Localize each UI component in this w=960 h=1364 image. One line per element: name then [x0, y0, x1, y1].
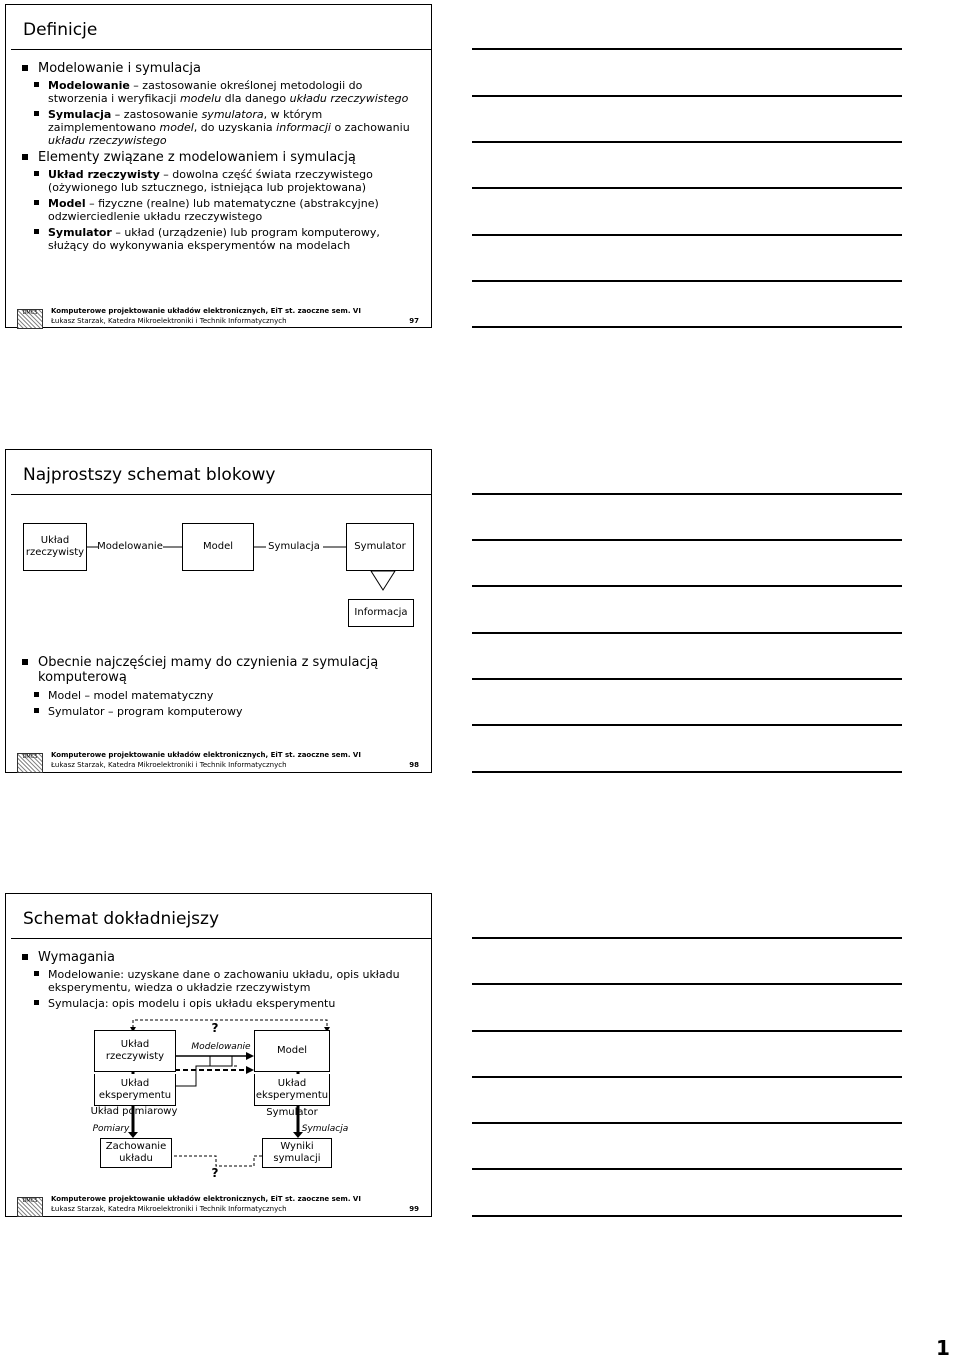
box-symulator: Symulator	[346, 523, 414, 571]
bullet-marker	[34, 82, 39, 87]
label-modelowanie: Modelowanie	[97, 541, 163, 552]
note-line	[472, 632, 902, 634]
box-uklad-eksperymentu-right: Układ eksperymentu	[254, 1074, 330, 1106]
note-line	[472, 678, 902, 680]
label-symulacja: Symulacja	[268, 541, 320, 552]
slide-content	[20, 61, 421, 255]
bullet-marker	[34, 708, 39, 713]
label-pomiary: Pomiary	[92, 1124, 130, 1134]
slide-98	[5, 449, 432, 773]
footer-course: Komputerowe projektowanie układów elektronicznych, EiT st. zaoczne sem. VI	[51, 307, 361, 315]
slide-99	[5, 893, 432, 1217]
note-line	[472, 326, 902, 328]
dmcs-logo: DMCS	[17, 1197, 43, 1217]
note-line	[472, 585, 902, 587]
slide-number: 98	[409, 761, 419, 769]
notes-area-98	[472, 445, 902, 775]
bullet-marker	[34, 692, 39, 697]
dmcs-logo: DMCS	[17, 753, 43, 773]
bullet-marker	[22, 65, 28, 71]
box-uklad-eksperymentu-left: Układ eksperymentu	[94, 1074, 176, 1106]
box-zachowanie-ukladu: Zachowanie układu	[100, 1138, 172, 1168]
note-line	[472, 539, 902, 541]
bullet-wymagania: Wymagania	[20, 950, 421, 965]
label-uklad-pomiarowy: Układ pomiarowy	[90, 1106, 178, 1117]
footer-author: Łukasz Starzak, Katedra Mikroelektroniki i Technik Informatycznych	[51, 1205, 287, 1213]
footer-course: Komputerowe projektowanie układów elektronicznych, EiT st. zaoczne sem. VI	[51, 751, 361, 759]
block-diagram-simple	[6, 450, 433, 650]
bullet-marker	[34, 229, 39, 234]
sub-bullet-modelowanie: Modelowanie – zastosowanie określonej metodologii do stworzenia i weryfikacji modelu dla danego układu rzeczywistego	[20, 79, 421, 105]
note-line	[472, 280, 902, 282]
dmcs-logo: DMCS	[17, 309, 43, 329]
bullet-obecnie: Obecnie najczęściej mamy do czynienia z symulacją komputerową	[20, 655, 421, 685]
notes-area-97	[472, 0, 902, 330]
notes-area-99	[472, 889, 902, 1219]
sub-bullet-symulator: Symulator – układ (urządzenie) lub program komputerowy, służący do wykonywania eksperymentów na modelach	[20, 226, 421, 252]
note-line	[472, 234, 902, 236]
slide-title: Najprostszy schemat blokowy	[23, 465, 276, 485]
box-wyniki-symulacji: Wyniki symulacji	[262, 1138, 332, 1168]
bullet-marker	[34, 200, 39, 205]
note-line	[472, 771, 902, 773]
note-line	[472, 983, 902, 985]
note-line	[472, 493, 902, 495]
label-modelowanie: Modelowanie	[191, 1042, 251, 1052]
note-line	[472, 1122, 902, 1124]
slide-number: 99	[409, 1205, 419, 1213]
slide-title: Schemat dokładniejszy	[23, 909, 220, 929]
note-line	[472, 1168, 902, 1170]
note-line	[472, 937, 902, 939]
note-line	[472, 1076, 902, 1078]
sub-bullet-uklad-rzeczywisty: Układ rzeczywisty – dowolna część świata rzeczywistego (ożywionego lub sztucznego, istniejąca lub projektowana)	[20, 168, 421, 194]
footer-course: Komputerowe projektowanie układów elektronicznych, EiT st. zaoczne sem. VI	[51, 1195, 361, 1203]
sub-bullet-modelowanie: Modelowanie: uzyskane dane o zachowaniu układu, opis układu eksperymentu, wiedza o układzie rzeczywistym	[20, 968, 421, 994]
title-rule	[11, 49, 432, 50]
note-line	[472, 48, 902, 50]
bullet-elementy: Elementy związane z modelowaniem i symulacją	[20, 150, 421, 165]
box-model: Model	[254, 1030, 330, 1072]
page-number: 1	[936, 1336, 950, 1360]
slide-content	[20, 655, 421, 721]
bullet-marker	[22, 659, 28, 665]
bullet-marker	[34, 111, 39, 116]
footer-author: Łukasz Starzak, Katedra Mikroelektroniki i Technik Informatycznych	[51, 761, 287, 769]
sub-bullet-symulacja: Symulacja – zastosowanie symulatora, w którym zaimplementowano model, do uzyskania informacji o zachowaniu układu rzeczywistego	[20, 108, 421, 147]
question-mark-top: ?	[211, 1021, 219, 1035]
bullet-marker	[22, 154, 28, 160]
slide-number: 97	[409, 317, 419, 325]
note-line	[472, 187, 902, 189]
bullet-modelowanie-i-symulacja: Modelowanie i symulacja	[20, 61, 421, 76]
box-uklad-rzeczywisty: Układ rzeczywisty	[23, 523, 87, 571]
sub-bullet-model: Model – fizyczne (realne) lub matematyczne (abstrakcyjne) odzwierciedlenie układu rzeczywistego	[20, 197, 421, 223]
box-uklad-rzeczywisty: Układ rzeczywisty	[94, 1030, 176, 1072]
sub-bullet-symulator: Symulator – program komputerowy	[20, 705, 421, 718]
slide-97	[5, 4, 432, 328]
note-line	[472, 1030, 902, 1032]
label-symulator: Symulator	[266, 1107, 318, 1118]
note-line	[472, 141, 902, 143]
label-symulacja: Symulacja	[301, 1124, 349, 1134]
note-line	[472, 724, 902, 726]
bullet-marker	[34, 171, 39, 176]
note-line	[472, 1215, 902, 1217]
question-mark-bottom: ?	[211, 1166, 219, 1180]
block-diagram-detailed	[6, 894, 433, 1194]
sub-bullet-model: Model – model matematyczny	[20, 689, 421, 702]
footer-author: Łukasz Starzak, Katedra Mikroelektroniki i Technik Informatycznych	[51, 317, 287, 325]
box-informacja: Informacja	[348, 599, 414, 627]
box-model: Model	[182, 523, 254, 571]
slide-title: Definicje	[23, 20, 98, 40]
sub-bullet-symulacja: Symulacja: opis modelu i opis układu eksperymentu	[20, 997, 421, 1010]
note-line	[472, 95, 902, 97]
